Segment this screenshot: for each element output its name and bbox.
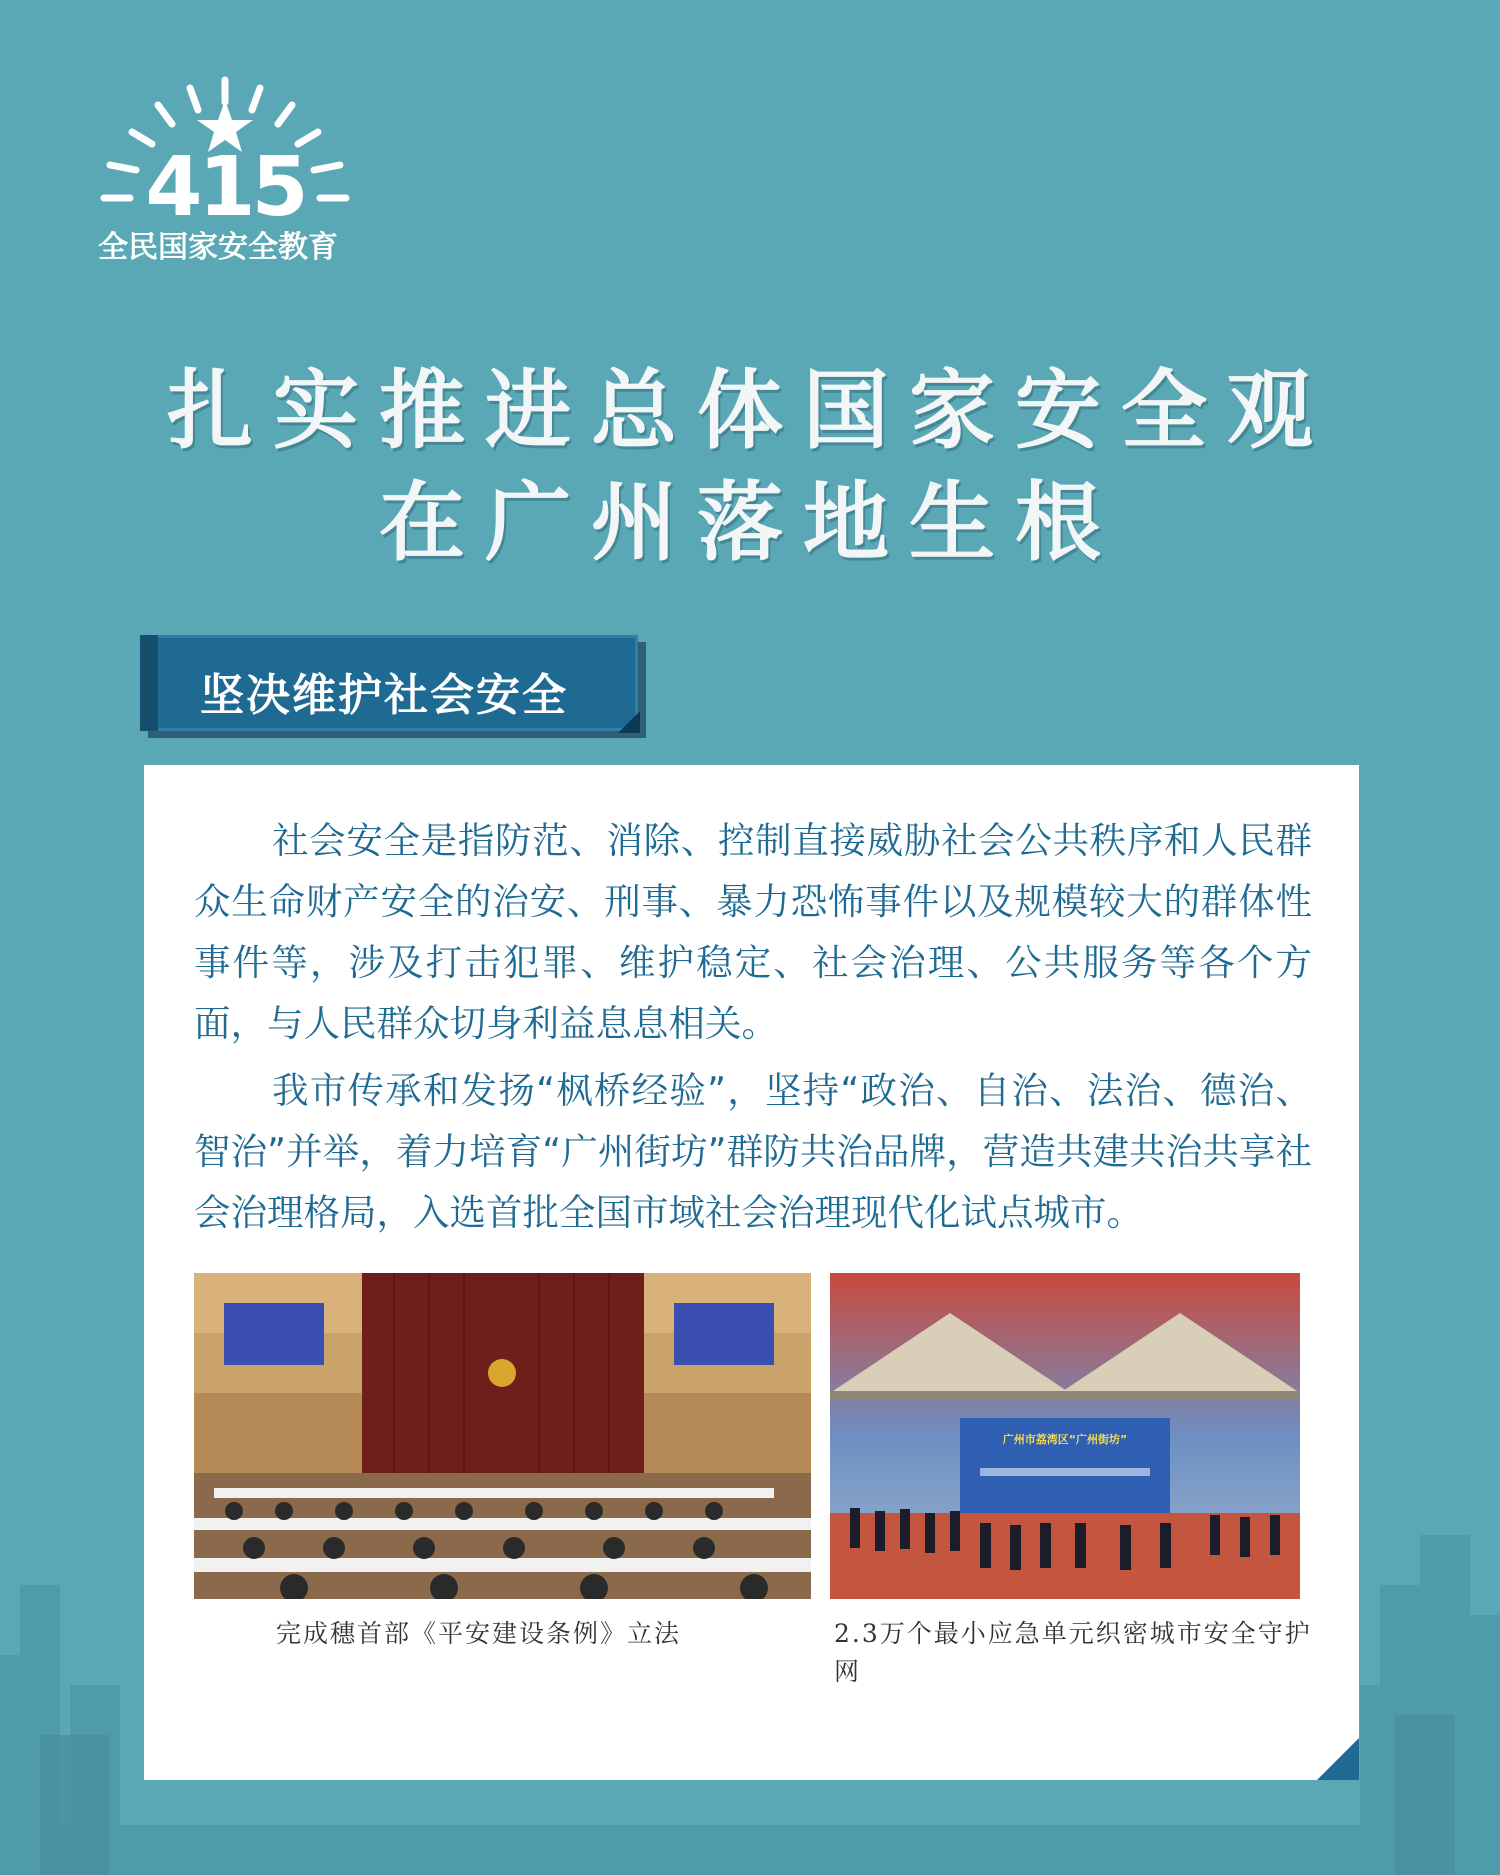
section-tag [140,635,638,731]
logo-number: 415 [145,140,305,235]
paragraph-2: 我市传承和发扬“枫桥经验”，坚持“政治、自治、法治、德治、智治”并举，着力培育“广州街坊”群防共治品牌，营造共建共治共享社会治理格局，入选首批全国市域社会治理现代化试点城市。 [194,1069,1312,1234]
photo-emergency-drill [830,1273,1300,1599]
logo-text: 全民国家安全教育 [98,230,338,265]
section-tag-strip [140,635,158,731]
title-line-1: 扎实推进总体国家安全观 [167,361,1333,461]
drill-banner-title: 广州市荔湾区“广州街坊” [1002,1433,1128,1446]
title-line-2: 在广州落地生根 [379,473,1121,573]
card-corner-fold [1317,1738,1359,1780]
paragraph-1: 社会安全是指防范、消除、控制直接威胁社会公共秩序和人民群众生命财产安全的治安、刑事、暴力恐怖事件以及规模较大的群体性事件等，涉及打击犯罪、维护稳定、社会治理、公共服务等各个方面，与人民群众切身利益息息相关。 [194,819,1312,1045]
page-title [0,355,1500,579]
photo-meeting-hall [194,1273,811,1599]
content-card [144,765,1359,1780]
photo-1-caption: 完成穗首部《平安建设条例》立法 [276,1619,682,1648]
national-security-education-logo [90,70,360,270]
photo-2-caption: 2.3万个最小应急单元织密城市安全守护网 [834,1619,1312,1686]
section-tag-fold [618,711,640,733]
section-tag-label: 坚决维护社会安全 [200,670,568,721]
